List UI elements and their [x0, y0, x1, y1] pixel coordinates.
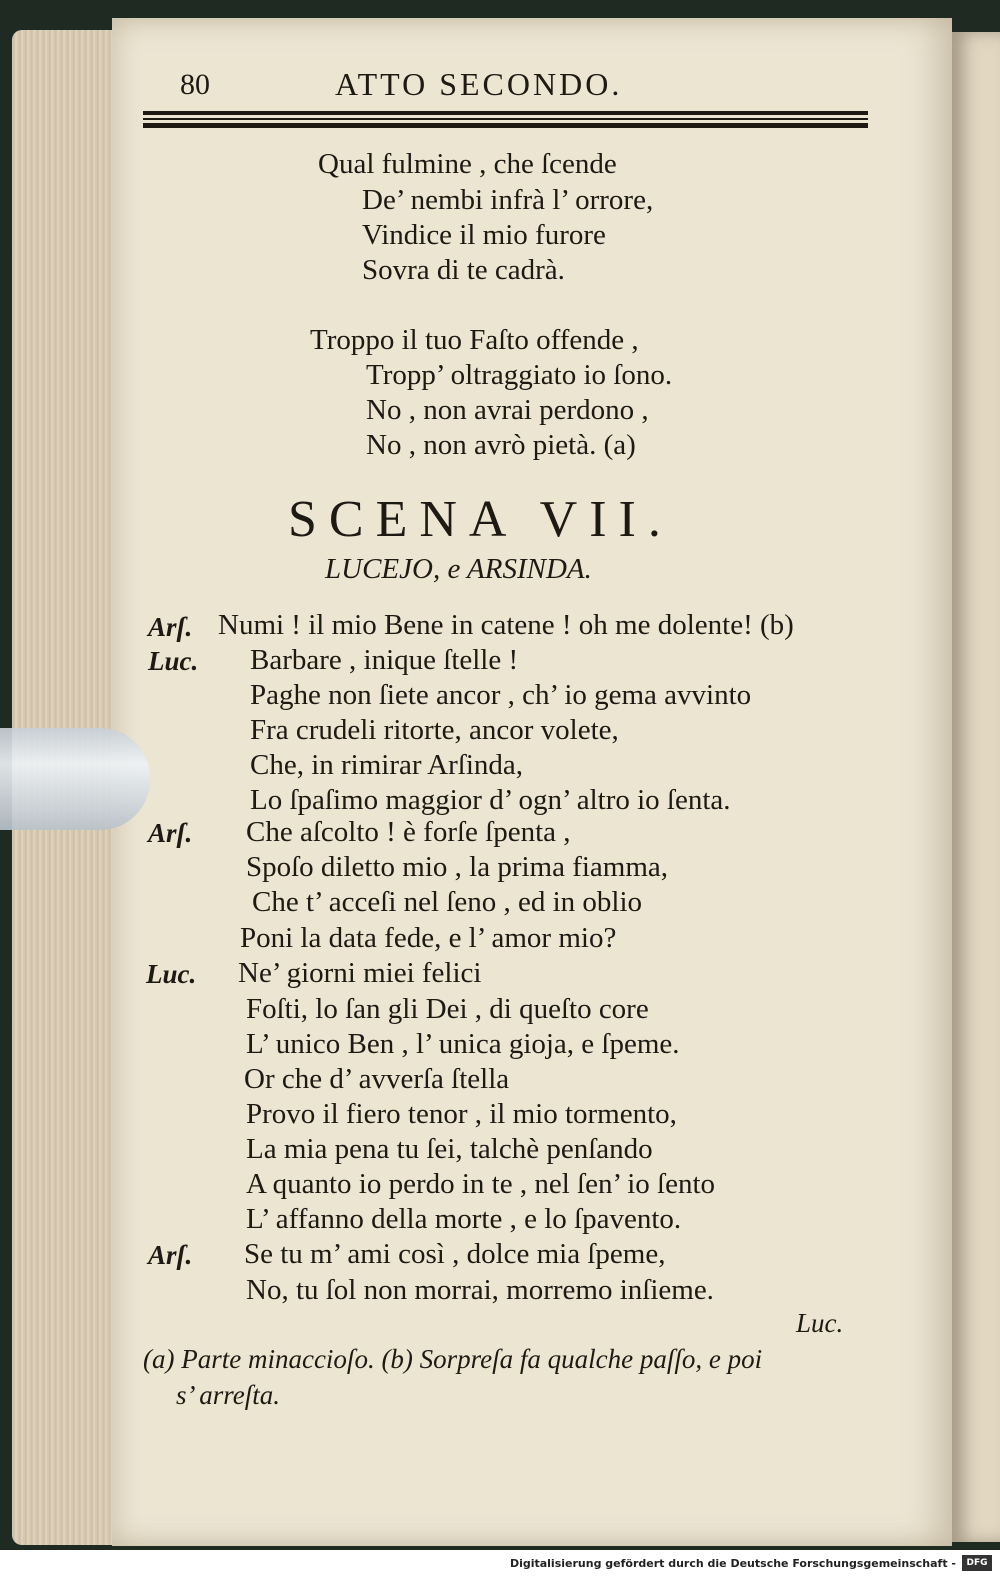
verse-line: Troppo il tuo Faſto offende , — [310, 324, 639, 356]
dialogue-line: No, tu ſol non morrai, morremo inſieme. — [246, 1274, 714, 1306]
speaker-label: Arſ. — [148, 1240, 193, 1270]
digitization-credit: Digitalisierung gefördert durch die Deutsche Forschungsgemeinschaft - — [509, 1557, 956, 1570]
verse-line: Qual fulmine , che ſcende — [318, 148, 617, 180]
speaker-label: Luc. — [146, 959, 197, 989]
dialogue-line: Ne’ giorni miei felici — [238, 957, 482, 989]
dialogue-line: Numi ! il mio Bene in catene ! oh me dolente! (b) — [218, 609, 794, 641]
dfg-logo: DFG — [962, 1555, 992, 1571]
scene-title: SCENA VII. — [288, 491, 673, 548]
page-number: 80 — [180, 68, 210, 101]
footnote-line: (a) Parte minaccioſo. (b) Sorpreſa fa qualche paſſo, e poi — [143, 1344, 763, 1374]
verse-line: Vindice il mio furore — [362, 219, 606, 251]
verse-line: Tropp’ oltraggiato io ſono. — [366, 359, 673, 391]
footnote-line: s’ arreſta. — [176, 1380, 281, 1410]
catchword: Luc. — [796, 1308, 844, 1338]
dialogue-line: Spoſo diletto mio , la prima fiamma, — [246, 851, 669, 883]
dialogue-line: L’ unico Ben , l’ unica gioja, e ſpeme. — [246, 1028, 680, 1060]
dialogue-line: Or che d’ avverſa ſtella — [244, 1063, 510, 1095]
dialogue-line: Lo ſpaſimo maggior d’ ogn’ altro io ſenta. — [250, 784, 731, 816]
dialogue-line: Poni la data fede, e l’ amor mio? — [240, 922, 617, 954]
page-clip — [0, 728, 150, 830]
dialogue-line: Paghe non ſiete ancor , ch’ io gema avvinto — [250, 679, 752, 711]
dialogue-line: Provo il fiero tenor , il mio tormento, — [246, 1098, 677, 1130]
verse-line: No , non avrò pietà. (a) — [366, 429, 636, 461]
header-rule — [143, 111, 868, 115]
dialogue-line: Che, in rimirar Arſinda, — [250, 749, 524, 781]
verse-line: De’ nembi infrà l’ orrore, — [362, 184, 654, 216]
speaker-label: Arſ. — [148, 818, 193, 848]
verse-line: Sovra di te cadrà. — [362, 254, 565, 286]
running-title: ATTO SECONDO. — [335, 66, 623, 102]
verse-line: No , non avrai perdono , — [366, 394, 649, 426]
dialogue-line: Barbare , inique ſtelle ! — [250, 644, 519, 676]
dialogue-line: L’ affanno della morte , e lo ſpavento. — [246, 1203, 682, 1235]
header-rule — [143, 123, 868, 128]
dialogue-line: Che t’ acceſi nel ſeno , ed in oblio — [252, 886, 643, 918]
scene-characters: LUCEJO, e ARSINDA. — [325, 553, 592, 585]
header-rule — [143, 118, 868, 120]
speaker-label: Luc. — [148, 646, 199, 676]
dialogue-line: Fra crudeli ritorte, ancor volete, — [250, 714, 619, 746]
dialogue-line: A quanto io perdo in te , nel ſen’ io ſento — [246, 1168, 715, 1200]
dialogue-line: La mia pena tu ſei, talchè penſando — [246, 1133, 653, 1165]
facing-page-edge — [952, 32, 1000, 1542]
dialogue-line: Che aſcolto ! è forſe ſpenta , — [246, 816, 571, 848]
dialogue-line: Foſti, lo ſan gli Dei , di queſto core — [246, 993, 649, 1025]
speaker-label: Arſ. — [148, 612, 193, 642]
dialogue-line: Se tu m’ ami così , dolce mia ſpeme, — [244, 1238, 666, 1270]
